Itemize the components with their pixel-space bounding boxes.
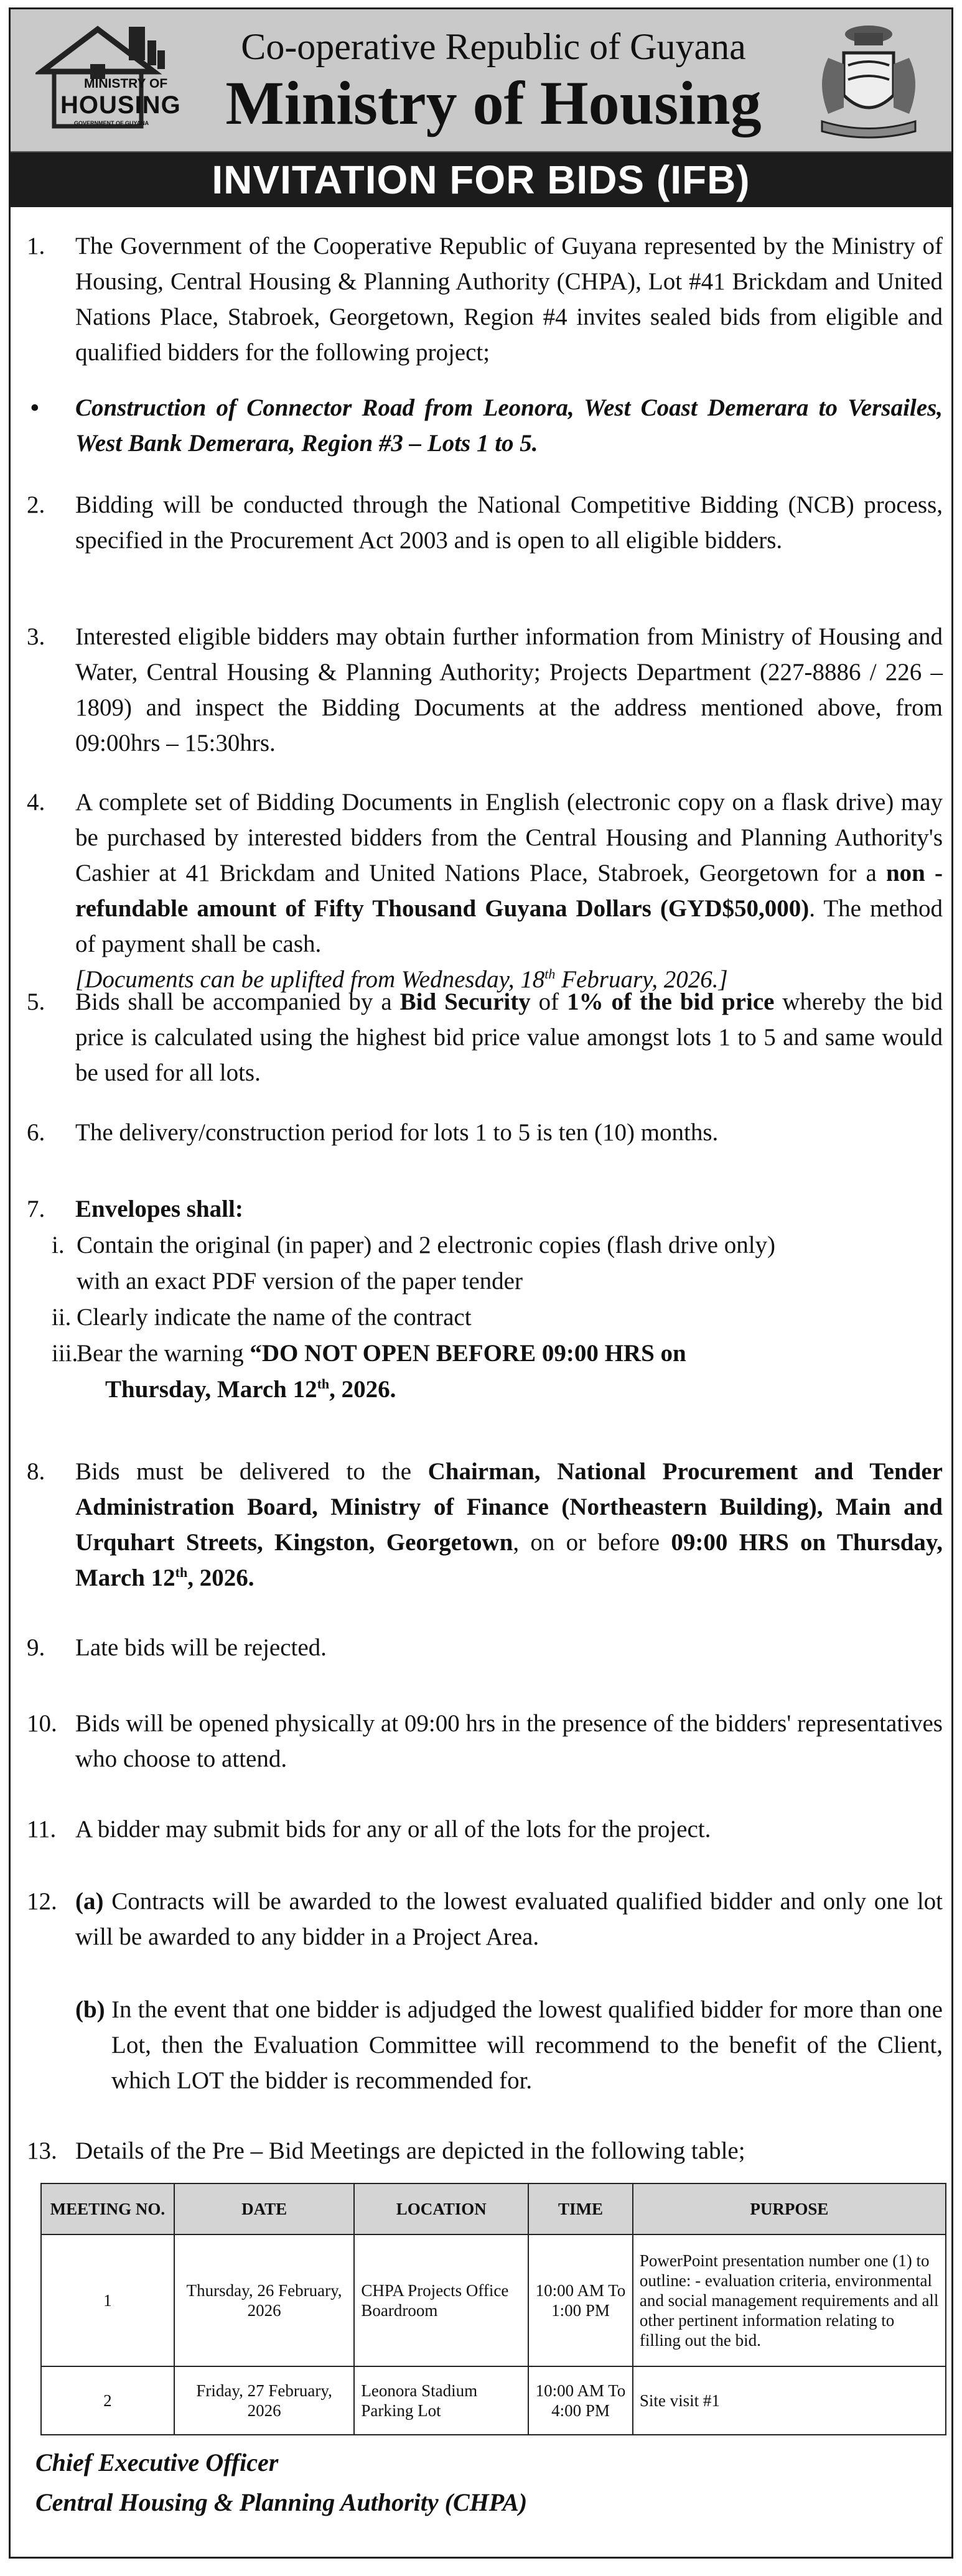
clause-number: 9. bbox=[27, 1634, 45, 1661]
document-title: INVITATION FOR BIDS (IFB) bbox=[11, 152, 951, 207]
sub-text: Contain the original (in paper) and 2 electronic copies (flash drive only) bbox=[77, 1232, 776, 1258]
signature-org: Central Housing & Planning Authority (CHPA) bbox=[35, 2488, 528, 2516]
deadline: 09:00 HRS on Thursday, March 12th, 2026. bbox=[75, 1529, 943, 1591]
clause-3 bbox=[27, 619, 943, 761]
clause-8 bbox=[27, 1454, 943, 1596]
warning-text: “DO NOT OPEN BEFORE 09:00 HRS on bbox=[250, 1340, 686, 1367]
bid-security-rate: 1% of the bid price bbox=[567, 988, 775, 1015]
clause-text: The delivery/construction period for lots 1 to 5 is ten (10) months. bbox=[75, 1119, 719, 1146]
fee-amount: non - refundable amount of Fifty Thousand Guyana Dollars (GYD$50,000) bbox=[75, 860, 943, 922]
clause-1 bbox=[27, 228, 943, 370]
clause-number: 13. bbox=[27, 2137, 57, 2164]
cell-no: 2 bbox=[41, 2366, 174, 2435]
sub-number: ii. bbox=[52, 1304, 72, 1331]
clause-text-part: . The method of payment shall be cash. bbox=[75, 895, 943, 957]
header-meeting-no: MEETING NO. bbox=[41, 2183, 174, 2234]
ministry-of-housing-logo bbox=[35, 22, 179, 140]
header-country: Co-operative Republic of Guyana bbox=[241, 26, 746, 67]
clause-12b bbox=[75, 1992, 943, 2098]
sub-label: (b) bbox=[75, 1996, 105, 2023]
cell-location: CHPA Projects Office Boardroom bbox=[354, 2234, 528, 2366]
clause-5 bbox=[27, 984, 943, 1090]
logo-text-top: MINISTRY OF bbox=[84, 77, 168, 91]
clause-2 bbox=[27, 487, 943, 558]
coat-of-arms-icon bbox=[810, 21, 928, 142]
sub-text: Bear the warning “DO NOT OPEN BEFORE 09:00 HRS on bbox=[77, 1340, 686, 1367]
delivery-address: Chairman, National Procurement and Tender Administration Board, Ministry of Finance (Northeastern Building), Main and Urquhart Streets, Kingston, Georgetown bbox=[75, 1458, 943, 1556]
clause-number: 5. bbox=[27, 988, 45, 1015]
cell-time: 10:00 AM To 1:00 PM bbox=[528, 2234, 633, 2366]
ifb-page bbox=[9, 7, 953, 2559]
signature-title: Chief Executive Officer bbox=[35, 2448, 279, 2476]
sub-text: Clearly indicate the name of the contract bbox=[77, 1304, 472, 1331]
header-time: TIME bbox=[528, 2183, 633, 2234]
clause-text-part: A complete set of Bidding Documents in English (electronic copy on a flask drive) may be purchased by interested bidders from the Central Housing and Planning Authority's Cashier at 41 Brickdam and United Nations Place, Stabroek, Georgetown for a bbox=[75, 789, 943, 886]
clause-7 bbox=[27, 1191, 943, 1227]
table-row bbox=[41, 2366, 946, 2435]
bid-security: Bid Security bbox=[399, 988, 531, 1015]
clause-number: 11. bbox=[27, 1816, 57, 1843]
sub-number: i. bbox=[52, 1232, 65, 1258]
sub-label: (a) bbox=[75, 1888, 104, 1915]
header-purpose: PURPOSE bbox=[633, 2183, 946, 2234]
clause-text: Interested eligible bidders may obtain further information from Ministry of Housing and Water, Central Housing & Planning Authority; Projects Department (227-8886 / 226 – 1809) and inspect the Bidding Documents at the address mentioned above, from 09:00hrs – 15:30hrs. bbox=[75, 623, 943, 756]
header-text bbox=[185, 24, 802, 137]
cell-no: 1 bbox=[41, 2234, 174, 2366]
logo-text-bottom: HOUSING bbox=[60, 91, 181, 119]
cell-purpose: Site visit #1 bbox=[633, 2366, 946, 2435]
project-name: Construction of Connector Road from Leonora, West Coast Demerara to Versailes, West Bank Demerara, Region #3 – Lots 1 to 5. bbox=[75, 394, 943, 457]
clause-text: Bids will be opened physically at 09:00 hrs in the presence of the bidders' representatives who choose to attend. bbox=[75, 1710, 943, 1772]
clause-text: In the event that one bidder is adjudged the lowest qualified bidder for more than one Lot, then the Evaluation Committee will recommend to the benefit of the Client, which LOT the bidder is recommended for. bbox=[111, 1996, 943, 2094]
cell-date: Thursday, 26 February, 2026 bbox=[174, 2234, 355, 2366]
pre-bid-meetings-table bbox=[40, 2183, 946, 2435]
clause-number: 7. bbox=[27, 1196, 45, 1222]
header-ministry: Ministry of Housing bbox=[225, 68, 762, 137]
cell-date: Friday, 27 February, 2026 bbox=[174, 2366, 355, 2435]
clause-number: 10. bbox=[27, 1710, 57, 1737]
clause-number: 3. bbox=[27, 623, 45, 650]
logo-text-small: GOVERNMENT OF GUYANA bbox=[74, 120, 149, 126]
clause-number: 8. bbox=[27, 1458, 45, 1485]
clause-number: 6. bbox=[27, 1119, 45, 1146]
clause-number: 12. bbox=[27, 1888, 57, 1915]
table-row bbox=[41, 2234, 946, 2366]
clause-text: (a) Contracts will be awarded to the lowest evaluated qualified bidder and only one lot will be awarded to any bidder in a Project Area. bbox=[75, 1888, 943, 1950]
clause-6 bbox=[27, 1115, 943, 1150]
clause-text: The Government of the Cooperative Republic of Guyana represented by the Ministry of Housing, Central Housing & Planning Authority (CHPA), Lot #41 Brickdam and United Nations Place, Stabroek, Georgetown, Region #4 invites sealed bids from eligible and qualified bidders for the following project; bbox=[75, 233, 943, 366]
cell-purpose: PowerPoint presentation number one (1) to outline: - evaluation criteria, environmental and social management requirements and all other pertinent information relating to filling out the bid. bbox=[633, 2234, 946, 2366]
clause-number: 2. bbox=[27, 491, 45, 518]
clause-text bbox=[75, 784, 943, 997]
sub-text-cont: with an exact PDF version of the paper tender bbox=[77, 1268, 523, 1295]
header-date: DATE bbox=[174, 2183, 355, 2234]
clause-text: Details of the Pre – Bid Meetings are depicted in the following table; bbox=[75, 2137, 745, 2164]
clause-11 bbox=[27, 1811, 943, 1847]
clause-number: 4. bbox=[27, 789, 45, 816]
cell-time: 10:00 AM To 4:00 PM bbox=[528, 2366, 633, 2435]
clause-13 bbox=[27, 2133, 943, 2169]
clause-heading: Envelopes shall: bbox=[75, 1196, 243, 1222]
clause-4 bbox=[27, 784, 943, 997]
clause-text: Late bids will be rejected. bbox=[75, 1634, 327, 1661]
clause-text: Bidding will be conducted through the National Competitive Bidding (NCB) process, specified in the Procurement Act 2003 and is open to all eligible bidders. bbox=[75, 491, 943, 554]
warning-date: Thursday, March 12th, 2026. bbox=[105, 1376, 396, 1403]
clause-10 bbox=[27, 1706, 943, 1777]
header bbox=[11, 9, 951, 152]
bullet-icon: • bbox=[30, 394, 39, 421]
cell-location: Leonora Stadium Parking Lot bbox=[354, 2366, 528, 2435]
clause-text: Bids must be delivered to the Chairman, National Procurement and Tender Administration Board, Ministry of Finance (Northeastern Building), Main and Urquhart Streets, Kingston, Georgetown, on or before 09:00 HRS on Thursday, March 12th, 2026. bbox=[75, 1458, 943, 1591]
project-bullet bbox=[27, 390, 943, 461]
clause-text: A bidder may submit bids for any or all of the lots for the project. bbox=[75, 1816, 711, 1843]
clause-text: Bids shall be accompanied by a Bid Security of 1% of the bid price whereby the bid price is calculated using the highest bid price value amongst lots 1 to 5 and same would be used for all lots. bbox=[75, 988, 943, 1086]
uplift-note: [Documents can be uplifted from Wednesday, 18th February, 2026.] bbox=[75, 966, 728, 993]
clause-number: 1. bbox=[27, 233, 45, 259]
sub-number: iii. bbox=[52, 1340, 78, 1367]
clause-12 bbox=[27, 1884, 943, 1955]
clause-9 bbox=[27, 1630, 943, 1665]
table-header-row bbox=[41, 2183, 946, 2234]
header-location: LOCATION bbox=[354, 2183, 528, 2234]
